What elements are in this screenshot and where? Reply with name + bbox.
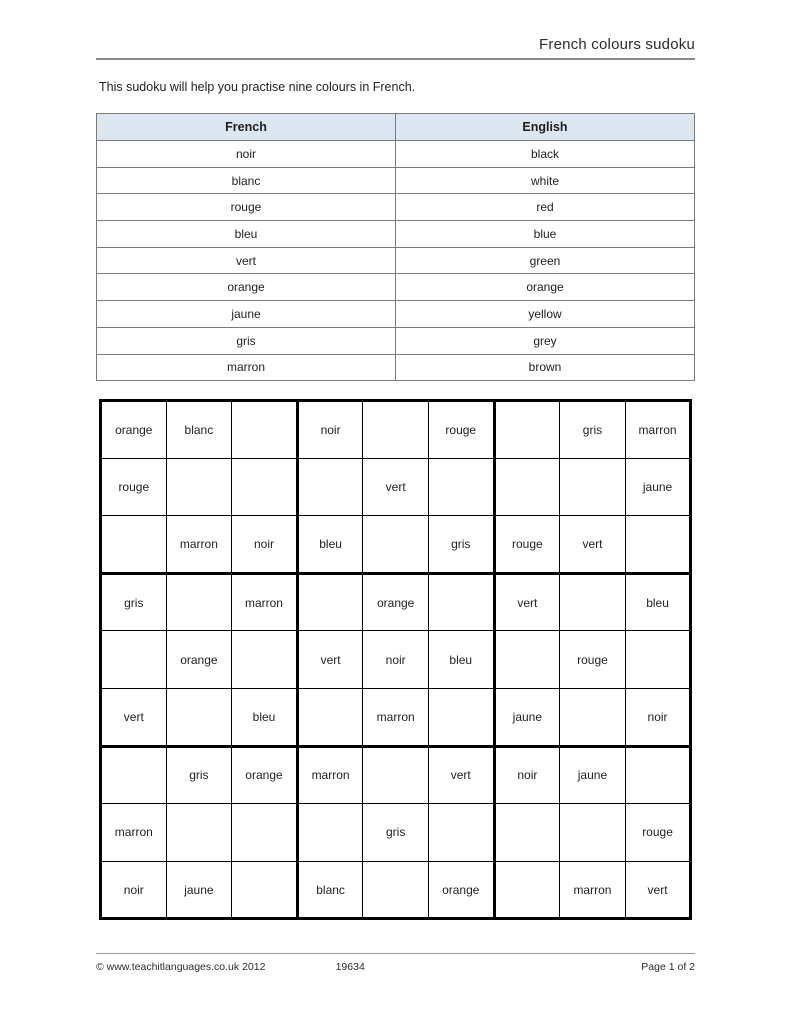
sudoku-cell-empty[interactable] — [428, 573, 494, 631]
vocab-cell-french: jaune — [97, 301, 396, 328]
sudoku-cell-filled: vert — [625, 861, 691, 919]
sudoku-cell-filled: gris — [101, 573, 167, 631]
sudoku-cell-filled: orange — [101, 401, 167, 459]
sudoku-cell-filled: bleu — [428, 631, 494, 689]
sudoku-cell-filled: orange — [363, 573, 429, 631]
vocab-cell-english: yellow — [396, 301, 695, 328]
vocabulary-table — [96, 113, 695, 381]
intro-text: This sudoku will help you practise nine colours in French. — [99, 80, 416, 94]
sudoku-row — [101, 458, 691, 516]
sudoku-cell-filled: bleu — [297, 516, 363, 574]
footer-row — [96, 954, 695, 973]
sudoku-cell-empty[interactable] — [494, 804, 560, 862]
vocab-cell-english: orange — [396, 274, 695, 301]
sudoku-cell-filled: jaune — [560, 746, 626, 804]
sudoku-cell-filled: rouge — [494, 516, 560, 574]
sudoku-grid-container — [99, 399, 690, 918]
sudoku-cell-filled: gris — [363, 804, 429, 862]
sudoku-cell-empty[interactable] — [363, 861, 429, 919]
sudoku-cell-filled: jaune — [494, 688, 560, 746]
sudoku-cell-empty[interactable] — [428, 688, 494, 746]
sudoku-cell-filled: gris — [560, 401, 626, 459]
sudoku-cell-empty[interactable] — [363, 401, 429, 459]
sudoku-cell-filled: orange — [232, 746, 298, 804]
vocab-cell-french: noir — [97, 141, 396, 168]
header-divider — [96, 58, 695, 60]
vocab-cell-english: green — [396, 247, 695, 274]
sudoku-cell-filled: vert — [428, 746, 494, 804]
table-row — [97, 354, 695, 381]
sudoku-row — [101, 804, 691, 862]
sudoku-cell-filled: bleu — [625, 573, 691, 631]
vocab-cell-french: blanc — [97, 167, 396, 194]
vocab-cell-french: gris — [97, 327, 396, 354]
sudoku-cell-filled: jaune — [166, 861, 232, 919]
sudoku-cell-filled: marron — [166, 516, 232, 574]
sudoku-cell-empty[interactable] — [232, 401, 298, 459]
sudoku-cell-filled: marron — [101, 804, 167, 862]
sudoku-cell-filled: noir — [363, 631, 429, 689]
sudoku-row — [101, 746, 691, 804]
sudoku-cell-empty[interactable] — [166, 688, 232, 746]
sudoku-cell-empty[interactable] — [101, 516, 167, 574]
column-header-english: English — [396, 114, 695, 141]
sudoku-row — [101, 861, 691, 919]
vocabulary-table-body — [97, 141, 695, 381]
sudoku-cell-filled: noir — [232, 516, 298, 574]
sudoku-row — [101, 516, 691, 574]
table-row — [97, 247, 695, 274]
sudoku-cell-filled: marron — [363, 688, 429, 746]
sudoku-row — [101, 573, 691, 631]
table-header-row — [97, 114, 695, 141]
sudoku-cell-empty[interactable] — [166, 573, 232, 631]
sudoku-cell-filled: vert — [560, 516, 626, 574]
column-header-french: French — [97, 114, 396, 141]
table-row — [97, 167, 695, 194]
sudoku-cell-filled: blanc — [297, 861, 363, 919]
vocab-cell-french: marron — [97, 354, 396, 381]
sudoku-grid — [99, 399, 692, 920]
table-row — [97, 221, 695, 248]
sudoku-cell-filled: vert — [363, 458, 429, 516]
sudoku-cell-filled: vert — [297, 631, 363, 689]
sudoku-cell-empty[interactable] — [560, 458, 626, 516]
sudoku-cell-empty[interactable] — [494, 631, 560, 689]
sudoku-cell-filled: noir — [494, 746, 560, 804]
sudoku-cell-filled: noir — [297, 401, 363, 459]
footer-page-number: Page 1 of 2 — [641, 961, 695, 973]
vocab-cell-french: bleu — [97, 221, 396, 248]
sudoku-cell-empty[interactable] — [297, 688, 363, 746]
vocabulary-table-head — [97, 114, 695, 141]
sudoku-cell-empty[interactable] — [625, 516, 691, 574]
sudoku-cell-empty[interactable] — [428, 804, 494, 862]
document-footer — [96, 953, 695, 973]
sudoku-row — [101, 631, 691, 689]
sudoku-cell-filled: orange — [166, 631, 232, 689]
page-title: French colours sudoku — [539, 36, 695, 53]
sudoku-cell-filled: rouge — [625, 804, 691, 862]
sudoku-cell-filled: rouge — [560, 631, 626, 689]
footer-copyright: © www.teachitlanguages.co.uk 2012 — [96, 961, 266, 973]
sudoku-cell-empty[interactable] — [166, 458, 232, 516]
sudoku-cell-empty[interactable] — [297, 804, 363, 862]
sudoku-cell-empty[interactable] — [166, 804, 232, 862]
sudoku-cell-filled: marron — [297, 746, 363, 804]
sudoku-cell-filled: noir — [101, 861, 167, 919]
sudoku-row — [101, 401, 691, 459]
vocab-cell-english: red — [396, 194, 695, 221]
sudoku-cell-empty[interactable] — [363, 746, 429, 804]
sudoku-cell-empty[interactable] — [625, 631, 691, 689]
vocab-cell-english: blue — [396, 221, 695, 248]
sudoku-cell-empty[interactable] — [363, 516, 429, 574]
vocab-cell-english: brown — [396, 354, 695, 381]
sudoku-cell-empty[interactable] — [560, 804, 626, 862]
sudoku-cell-empty[interactable] — [494, 861, 560, 919]
table-row — [97, 141, 695, 168]
table-row — [97, 327, 695, 354]
sudoku-cell-empty[interactable] — [101, 631, 167, 689]
sudoku-cell-empty[interactable] — [232, 861, 298, 919]
sudoku-cell-empty[interactable] — [494, 458, 560, 516]
sudoku-cell-filled: gris — [428, 516, 494, 574]
footer-reference: 19634 — [335, 961, 365, 973]
sudoku-cell-empty[interactable] — [494, 401, 560, 459]
sudoku-cell-filled: rouge — [101, 458, 167, 516]
sudoku-cell-filled: blanc — [166, 401, 232, 459]
sudoku-cell-filled: marron — [625, 401, 691, 459]
sudoku-cell-filled: vert — [494, 573, 560, 631]
sudoku-cell-empty[interactable] — [560, 688, 626, 746]
vocab-cell-french: orange — [97, 274, 396, 301]
sudoku-cell-filled: rouge — [428, 401, 494, 459]
vocab-cell-french: vert — [97, 247, 396, 274]
sudoku-cell-empty[interactable] — [101, 746, 167, 804]
sudoku-cell-filled: vert — [101, 688, 167, 746]
sudoku-cell-filled: orange — [428, 861, 494, 919]
table-row — [97, 274, 695, 301]
sudoku-cell-empty[interactable] — [560, 573, 626, 631]
sudoku-cell-filled: noir — [625, 688, 691, 746]
sudoku-cell-filled: jaune — [625, 458, 691, 516]
sudoku-cell-filled: marron — [560, 861, 626, 919]
vocab-cell-french: rouge — [97, 194, 396, 221]
sudoku-cell-filled: marron — [232, 573, 298, 631]
table-row — [97, 194, 695, 221]
sudoku-cell-empty[interactable] — [428, 458, 494, 516]
sudoku-cell-empty[interactable] — [232, 804, 298, 862]
sudoku-row — [101, 688, 691, 746]
sudoku-cell-filled: bleu — [232, 688, 298, 746]
vocab-cell-english: white — [396, 167, 695, 194]
vocab-cell-english: black — [396, 141, 695, 168]
sudoku-cell-empty[interactable] — [232, 631, 298, 689]
vocab-cell-english: grey — [396, 327, 695, 354]
document-header — [96, 36, 695, 60]
sudoku-cell-empty[interactable] — [297, 573, 363, 631]
table-row — [97, 301, 695, 328]
sudoku-cell-empty[interactable] — [297, 458, 363, 516]
sudoku-grid-body — [101, 401, 691, 919]
sudoku-cell-empty[interactable] — [625, 746, 691, 804]
sudoku-cell-empty[interactable] — [232, 458, 298, 516]
sudoku-cell-filled: gris — [166, 746, 232, 804]
